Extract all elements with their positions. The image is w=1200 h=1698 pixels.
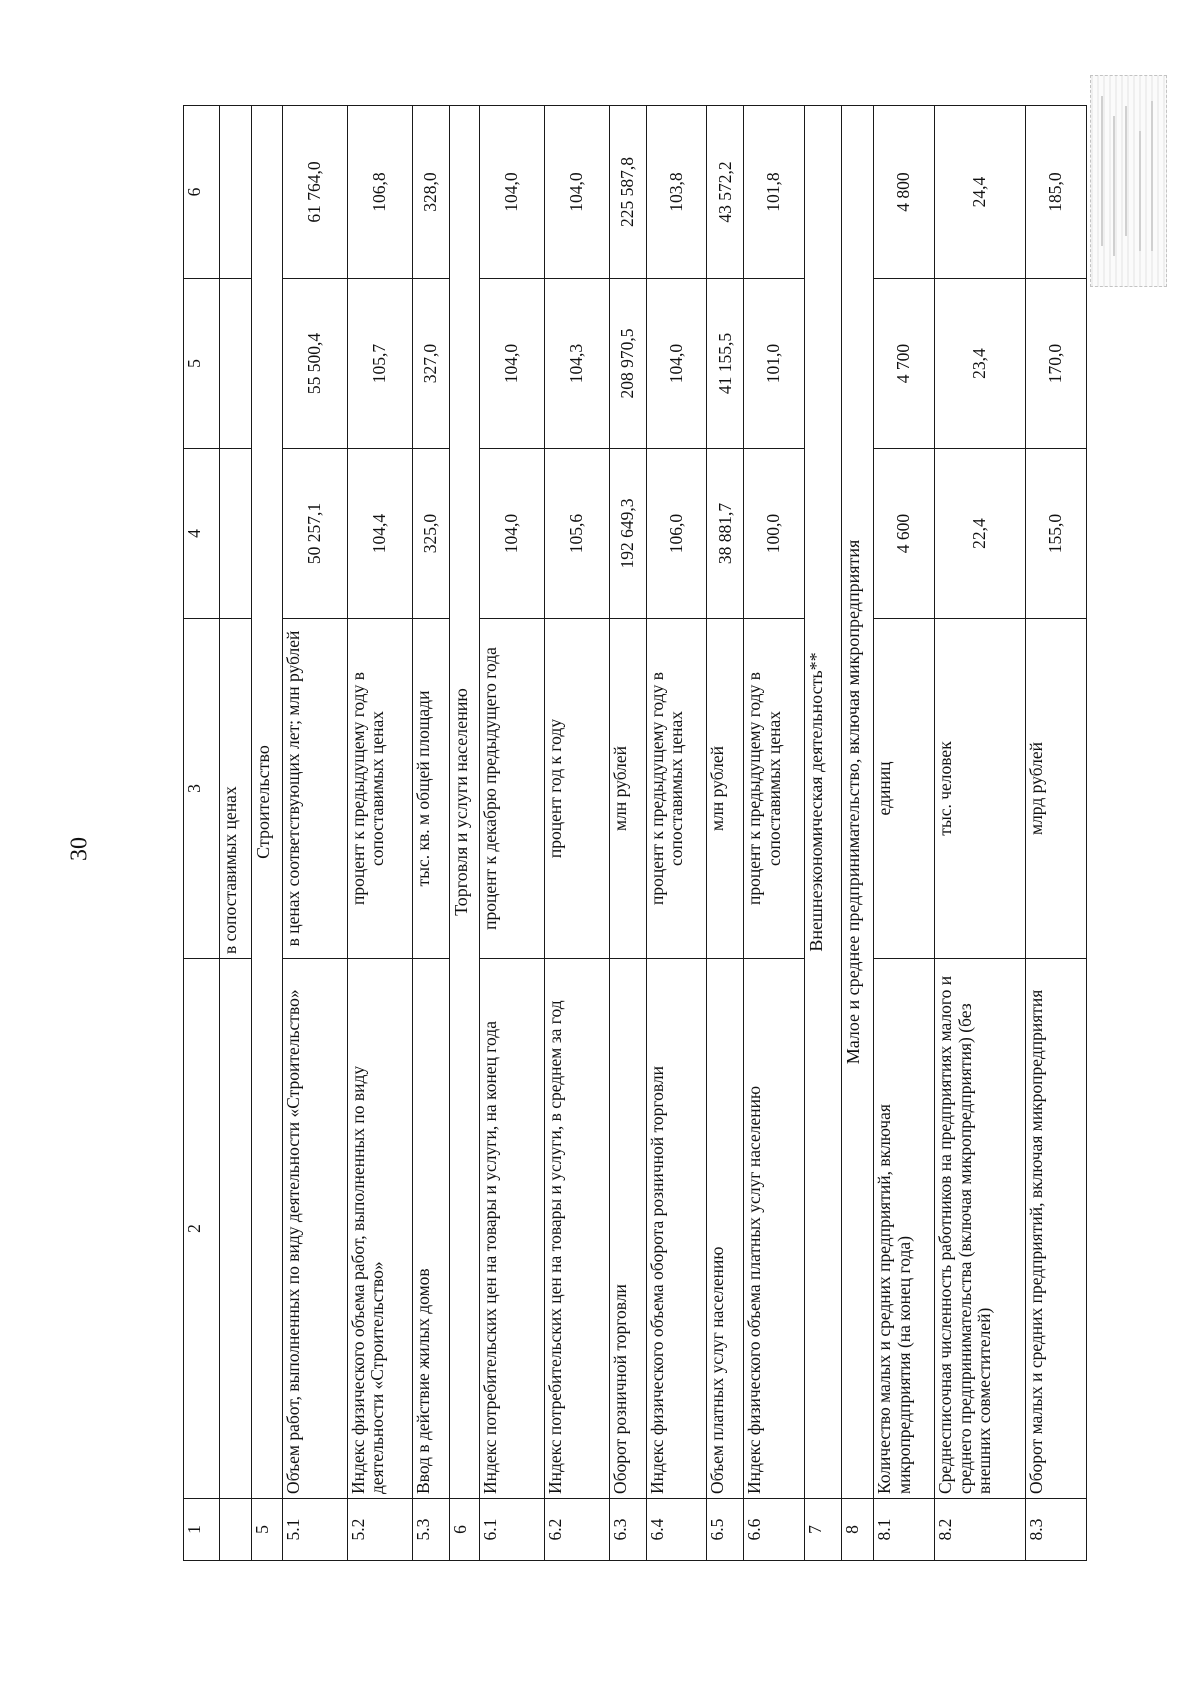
row-value-4: 38 881,7 <box>707 449 744 619</box>
row-value-6: 104,0 <box>544 106 609 279</box>
row-unit: тыс. кв. м общей площади <box>412 619 449 959</box>
row-number: 6.4 <box>646 1499 707 1561</box>
row-unit: тыс. человек <box>935 619 1026 959</box>
section-title: Внешнеэкономическая деятельность** <box>805 106 842 1499</box>
row-number: 6.5 <box>707 1499 744 1561</box>
header-col-2: 2 <box>184 959 220 1499</box>
row-number: 6.6 <box>744 1499 805 1561</box>
section-title: Торговля и услуги населению <box>449 106 479 1499</box>
row-indicator: Объем платных услуг населению <box>707 959 744 1499</box>
row-value-4: 192 649,3 <box>609 449 646 619</box>
row-unit: процент к предыдущему году в сопоставимых ценах <box>744 619 805 959</box>
indicators-table <box>183 105 1087 1561</box>
row-indicator: Индекс потребительских цен на товары и услуги, в среднем за год <box>544 959 609 1499</box>
table-row <box>412 106 449 1561</box>
table-row <box>609 106 646 1561</box>
table-row <box>646 106 707 1561</box>
row-value-5: 104,3 <box>544 279 609 449</box>
row-value-6: 328,0 <box>412 106 449 279</box>
row-number: 6.3 <box>609 1499 646 1561</box>
header-col-5: 5 <box>184 279 220 449</box>
section-number: 8 <box>841 1499 874 1561</box>
row-indicator: Индекс физического объема платных услуг населению <box>744 959 805 1499</box>
row-indicator: Ввод в действие жилых домов <box>412 959 449 1499</box>
row-value-6: 104,0 <box>479 106 544 279</box>
table-row <box>479 106 544 1561</box>
row-value-5: 104,0 <box>646 279 707 449</box>
table-row <box>935 106 1026 1561</box>
section-row-trade <box>449 106 479 1561</box>
table-row <box>707 106 744 1561</box>
subheader-row <box>219 106 252 1561</box>
row-value-4: 325,0 <box>412 449 449 619</box>
row-number: 5.3 <box>412 1499 449 1561</box>
row-number: 8.1 <box>874 1499 935 1561</box>
row-number: 8.2 <box>935 1499 1026 1561</box>
row-number: 6.1 <box>479 1499 544 1561</box>
row-value-6: 101,8 <box>744 106 805 279</box>
row-value-5: 105,7 <box>347 279 412 449</box>
header-col-3: 3 <box>184 619 220 959</box>
row-unit: процент год к году <box>544 619 609 959</box>
row-unit: млн рублей <box>707 619 744 959</box>
section-title: Строительство <box>252 106 282 1499</box>
stamp-image <box>1090 75 1167 287</box>
row-value-4: 100,0 <box>744 449 805 619</box>
row-value-4: 104,0 <box>479 449 544 619</box>
header-row <box>184 106 220 1561</box>
section-row-construction <box>252 106 282 1561</box>
table-row <box>744 106 805 1561</box>
table-row <box>544 106 609 1561</box>
row-indicator: Среднесписочная численность работников на предприятиях малого и среднего предпринимательства (включая микропредприятия) (без внешних совместителей) <box>935 959 1026 1499</box>
row-unit: млн рублей <box>609 619 646 959</box>
section-row-sme <box>841 106 874 1561</box>
table-row <box>874 106 935 1561</box>
row-indicator: Количество малых и средних предприятий, включая микропредприятия (на конец года) <box>874 959 935 1499</box>
row-value-6: 225 587,8 <box>609 106 646 279</box>
row-value-4: 155,0 <box>1026 449 1087 619</box>
header-col-1: 1 <box>184 1499 220 1561</box>
row-value-5: 104,0 <box>479 279 544 449</box>
row-value-6: 61 764,0 <box>282 106 347 279</box>
section-number: 6 <box>449 1499 479 1561</box>
row-value-6: 43 572,2 <box>707 106 744 279</box>
row-unit: процент к предыдущему году в сопоставимых ценах <box>646 619 707 959</box>
row-value-5: 55 500,4 <box>282 279 347 449</box>
row-value-6: 4 800 <box>874 106 935 279</box>
section-row-foreign-trade <box>805 106 842 1561</box>
section-number: 7 <box>805 1499 842 1561</box>
row-value-4: 22,4 <box>935 449 1026 619</box>
row-value-6: 185,0 <box>1026 106 1087 279</box>
row-unit: процент к предыдущему году в сопоставимых ценах <box>347 619 412 959</box>
row-value-5: 23,4 <box>935 279 1026 449</box>
row-value-4: 4 600 <box>874 449 935 619</box>
section-title: Малое и среднее предпринимательство, включая микропредприятия <box>841 106 874 1499</box>
row-value-4: 106,0 <box>646 449 707 619</box>
row-indicator: Индекс физического объема оборота розничной торговли <box>646 959 707 1499</box>
section-number: 5 <box>252 1499 282 1561</box>
row-value-4: 105,6 <box>544 449 609 619</box>
header-col-4: 4 <box>184 449 220 619</box>
row-unit: в ценах соответствующих лет; млн рублей <box>282 619 347 959</box>
row-value-5: 170,0 <box>1026 279 1087 449</box>
row-value-5: 41 155,5 <box>707 279 744 449</box>
row-number: 5.2 <box>347 1499 412 1561</box>
row-indicator: Оборот малых и средних предприятий, включая микропредприятия <box>1026 959 1087 1499</box>
row-indicator: Индекс физического объема работ, выполненных по виду деятельности «Строительство» <box>347 959 412 1499</box>
table-row <box>347 106 412 1561</box>
row-value-5: 4 700 <box>874 279 935 449</box>
row-value-6: 103,8 <box>646 106 707 279</box>
row-number: 8.3 <box>1026 1499 1087 1561</box>
table-row <box>282 106 347 1561</box>
row-value-6: 106,8 <box>347 106 412 279</box>
page-number: 30 <box>66 837 93 861</box>
row-unit: единиц <box>874 619 935 959</box>
row-value-5: 327,0 <box>412 279 449 449</box>
row-unit: млрд рублей <box>1026 619 1087 959</box>
row-value-6: 24,4 <box>935 106 1026 279</box>
row-value-4: 104,4 <box>347 449 412 619</box>
subheader-text: в сопоставимых ценах <box>219 619 252 959</box>
table-row <box>1026 106 1087 1561</box>
row-indicator: Индекс потребительских цен на товары и услуги, на конец года <box>479 959 544 1499</box>
header-col-6: 6 <box>184 106 220 279</box>
row-indicator: Объем работ, выполненных по виду деятельности «Строительство» <box>282 959 347 1499</box>
row-value-5: 208 970,5 <box>609 279 646 449</box>
row-value-4: 50 257,1 <box>282 449 347 619</box>
row-unit: процент к декабрю предыдущего года <box>479 619 544 959</box>
rotated-table-container <box>183 106 1087 1561</box>
row-value-5: 101,0 <box>744 279 805 449</box>
row-indicator: Оборот розничной торговли <box>609 959 646 1499</box>
row-number: 5.1 <box>282 1499 347 1561</box>
row-number: 6.2 <box>544 1499 609 1561</box>
